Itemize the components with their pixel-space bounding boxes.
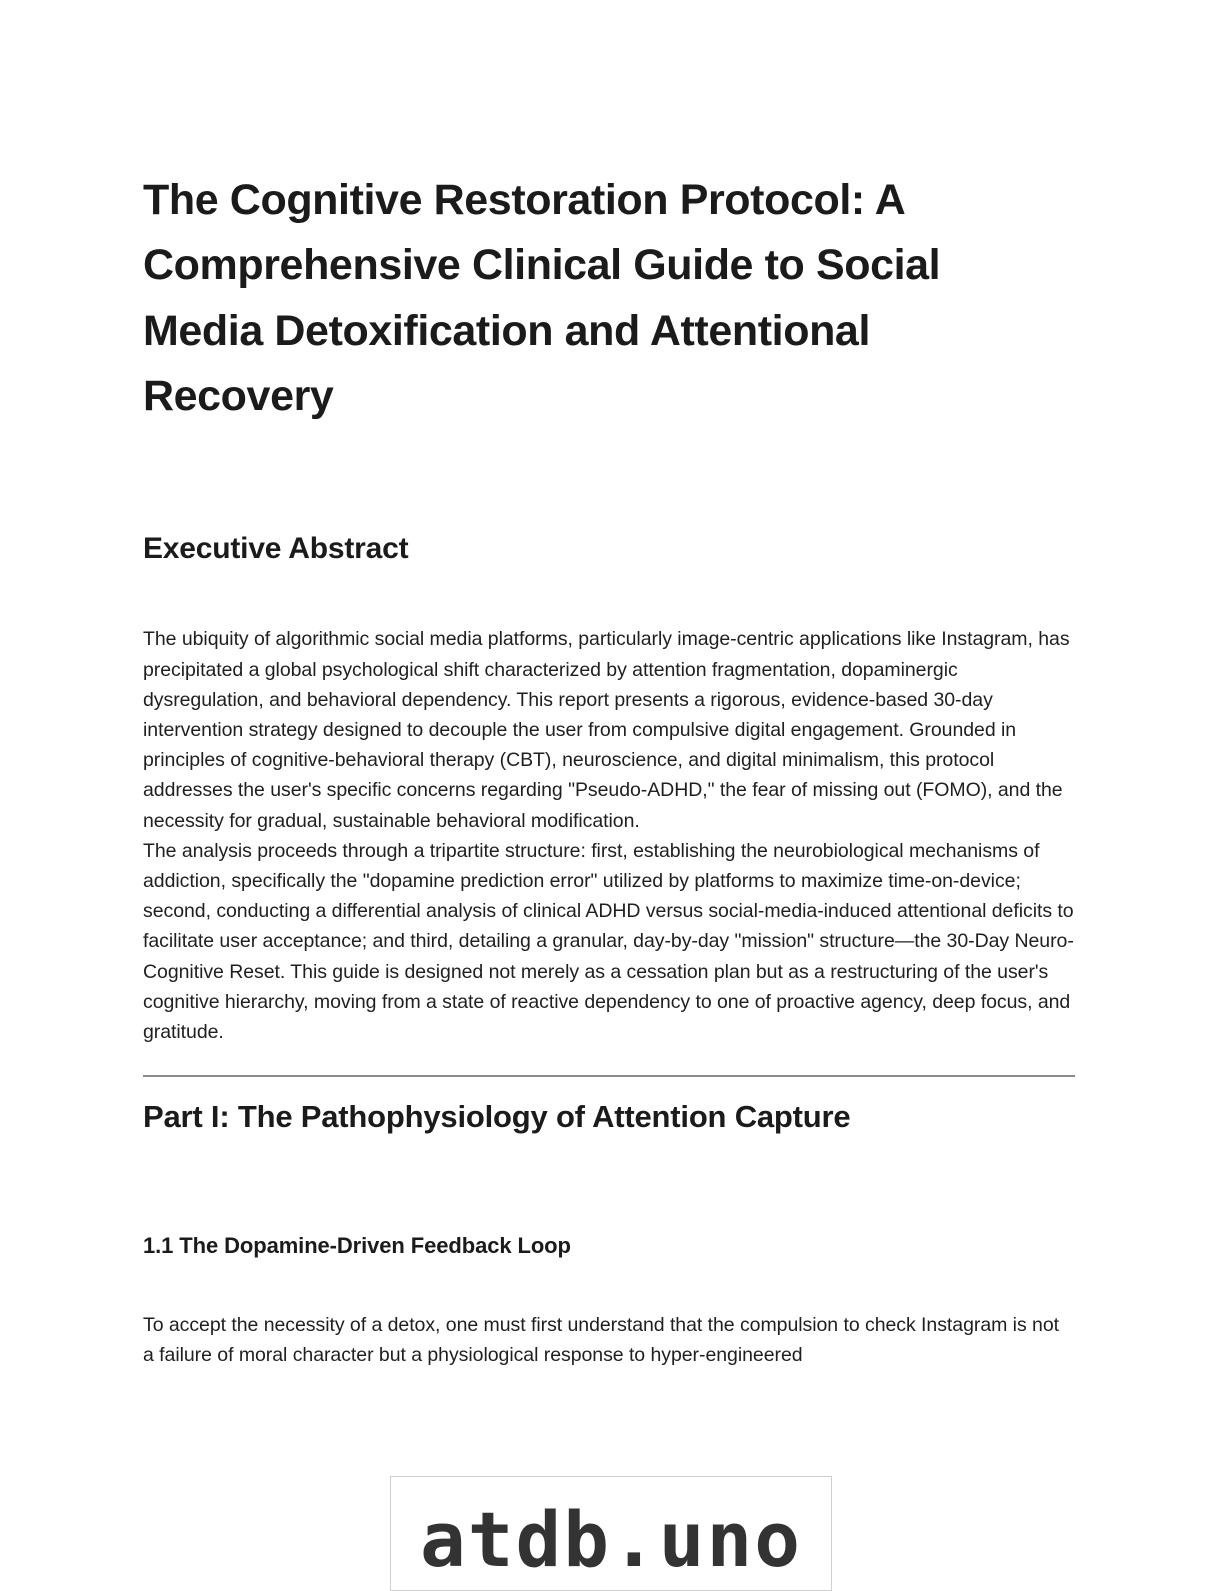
abstract-paragraph-1: The ubiquity of algorithmic social media platforms, particularly image-centric applications like Instagram, has precipitated a global psychological shift characterized by attention fragmentation, dopaminergic dysregulation, and behavioral dependency. This report presents a rigorous, evidence-based 30-day intervention strategy designed to decouple the user from compulsive digital engagement. Grounded in principles of cognitive-behavioral therapy (CBT), neuroscience, and digital minimalism, this protocol addresses the user's specific concerns regarding "Pseudo-ADHD," the fear of missing out (FOMO), and the necessity for gradual, sustainable behavioral modification. bbox=[143, 628, 1070, 832]
document-content bbox=[143, 0, 1075, 1371]
section-divider bbox=[143, 1075, 1075, 1077]
page-title: The Cognitive Restoration Protocol: A Comprehensive Clinical Guide to Social Media Detoxification and Attentional Recovery bbox=[143, 176, 941, 421]
abstract-body bbox=[143, 624, 1075, 1047]
heading-executive-abstract: Executive Abstract bbox=[143, 532, 409, 566]
watermark-label: atdb.uno bbox=[419, 1495, 803, 1584]
section-1-1-body bbox=[143, 1310, 1075, 1370]
watermark-box bbox=[390, 1476, 832, 1591]
heading-section-1-1: 1.1 The Dopamine-Driven Feedback Loop bbox=[143, 1232, 571, 1258]
abstract-paragraph-2: The analysis proceeds through a tripartite structure: first, establishing the neurobiological mechanisms of addiction, specifically the "dopamine prediction error" utilized by platforms to maximize time-on-device; second, conducting a differential analysis of clinical ADHD versus social-media-induced attentional deficits to facilitate user acceptance; and third, detailing a granular, day-by-day "mission" structure—the 30-Day Neuro-Cognitive Reset. This guide is designed not merely as a cessation plan but as a restructuring of the user's cognitive hierarchy, moving from a state of reactive dependency to one of proactive agency, deep focus, and gratitude. bbox=[143, 839, 1074, 1044]
heading-part-one: Part I: The Pathophysiology of Attention Capture bbox=[143, 1099, 851, 1135]
section-1-1-paragraph: To accept the necessity of a detox, one must first understand that the compulsion to check Instagram is not a failure of moral character but a physiological response to hyper-engineered bbox=[143, 1314, 1059, 1367]
